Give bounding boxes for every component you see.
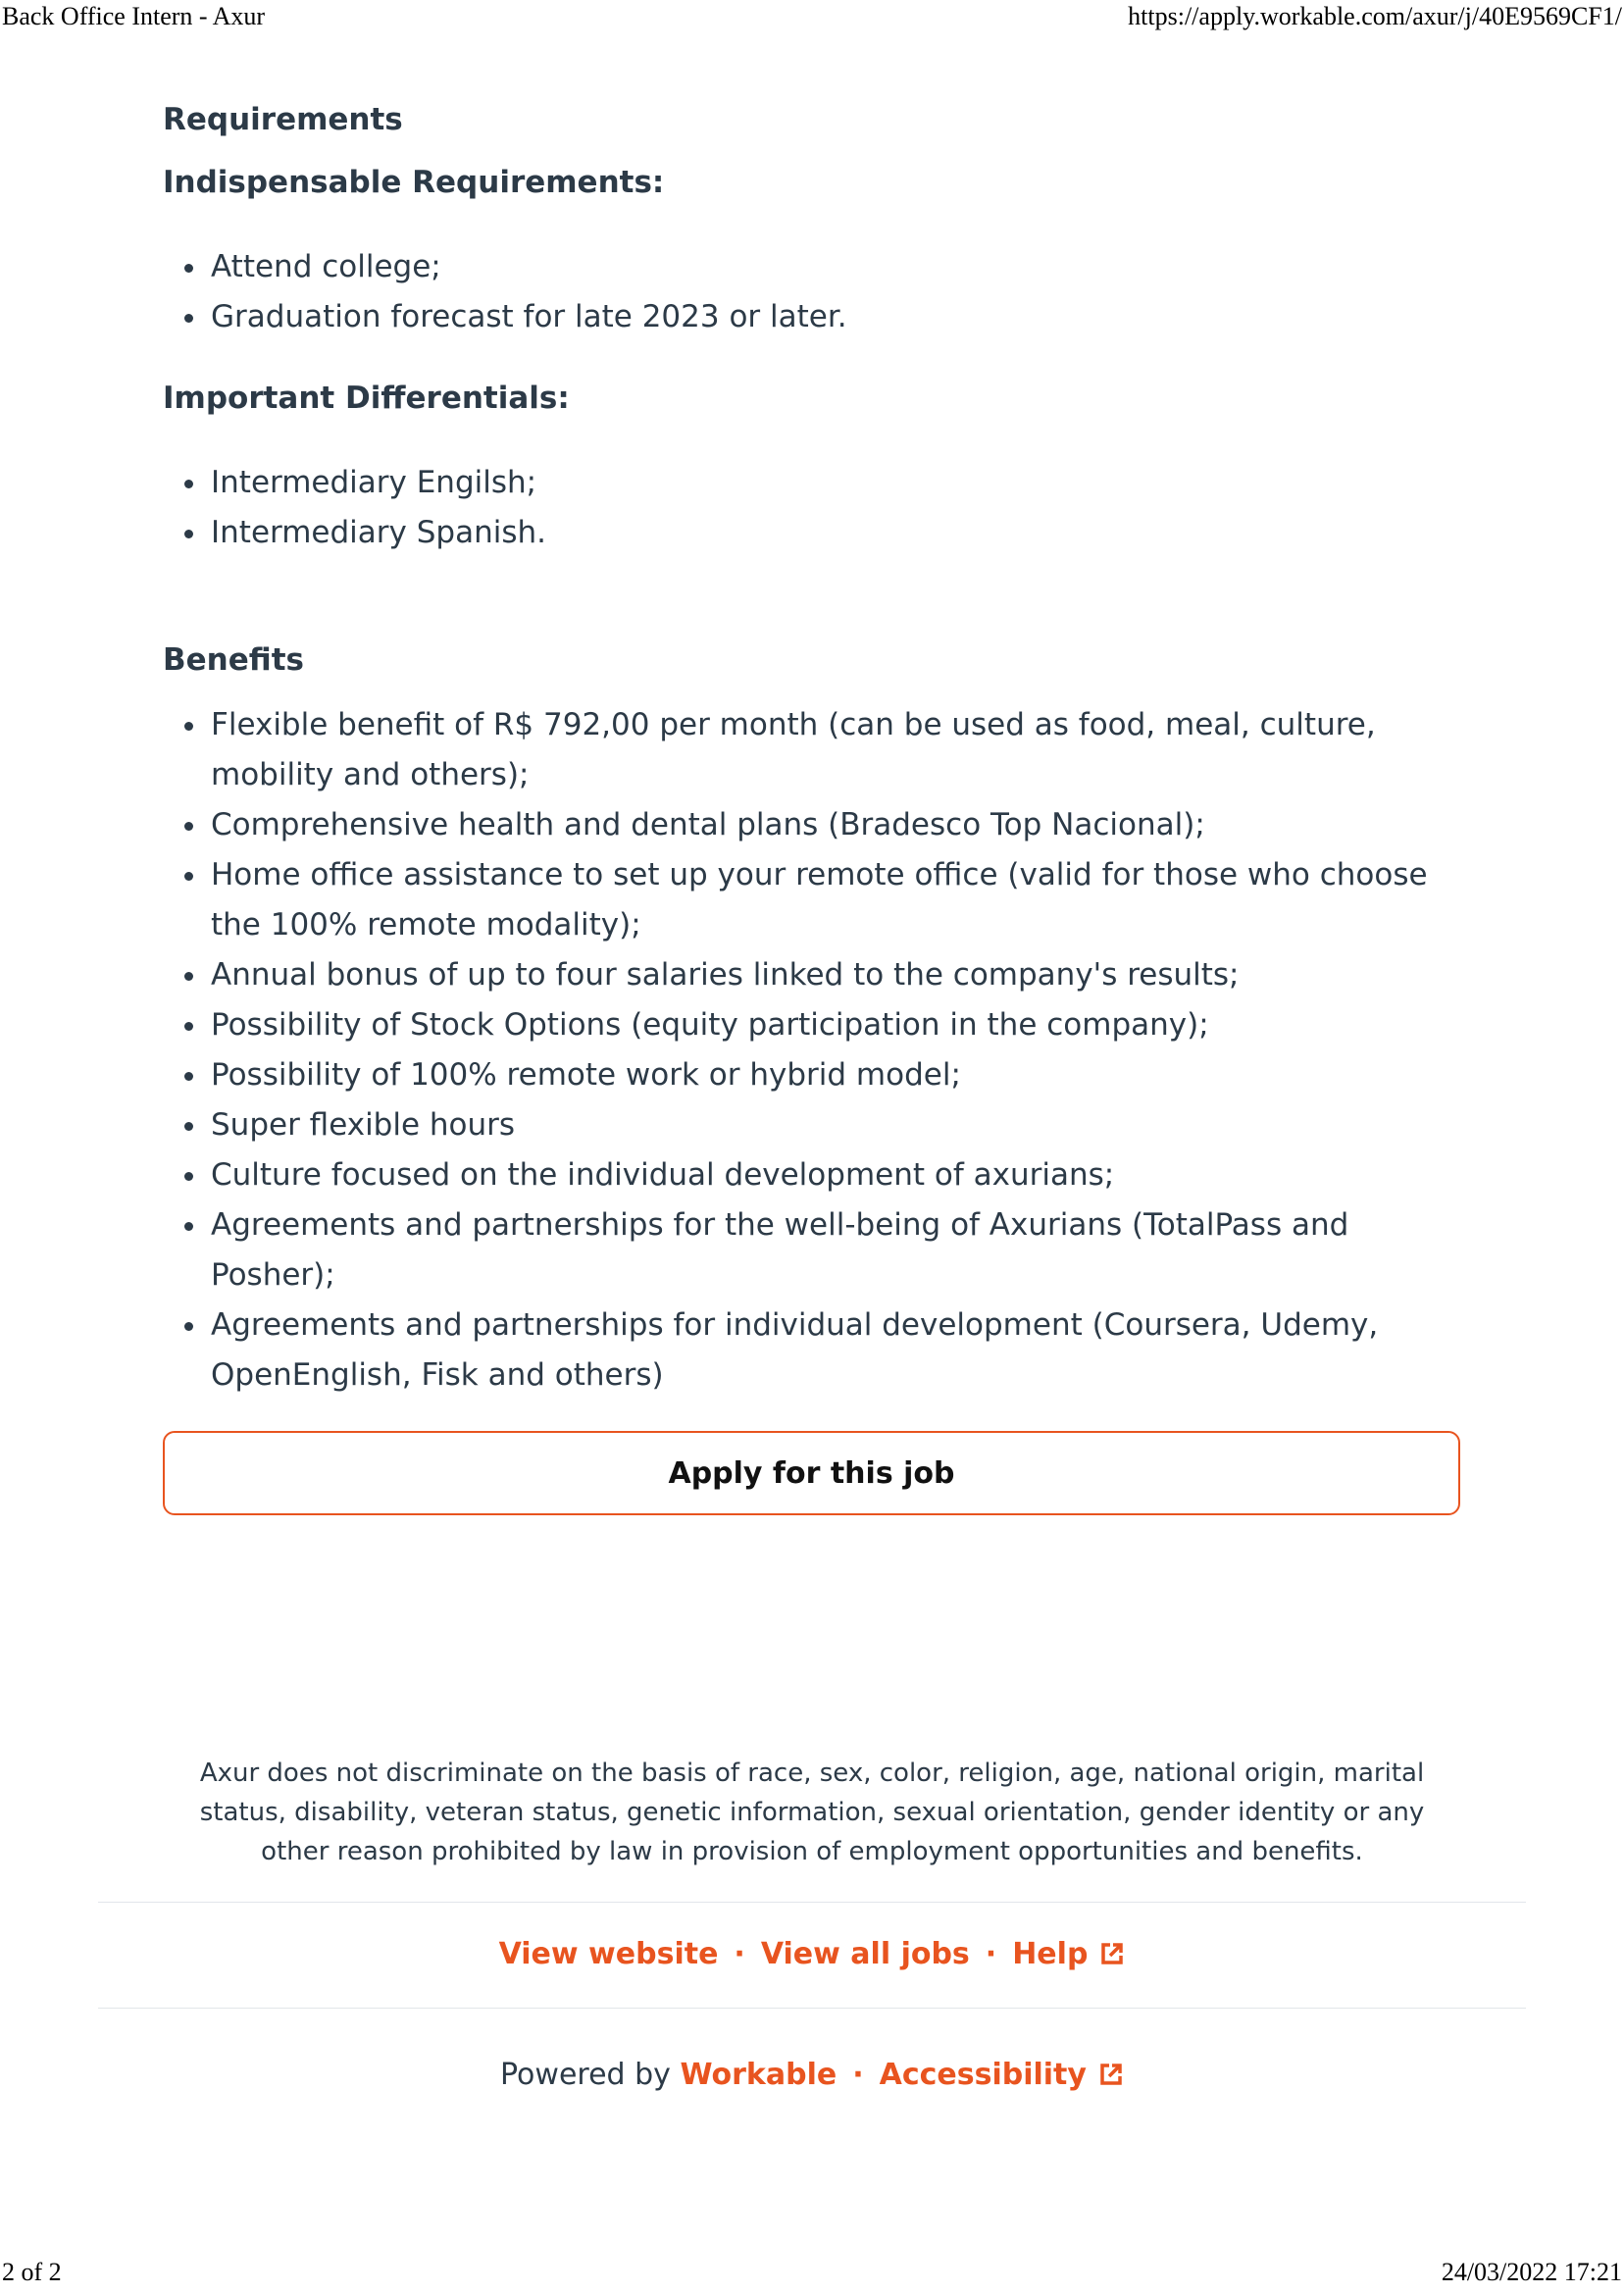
list-item: Home office assistance to set up your remote office (valid for those who choose the 100% remote modality); xyxy=(163,850,1438,950)
list-item: Agreements and partnerships for the well-being of Axurians (TotalPass and Posher); xyxy=(163,1200,1438,1300)
list-item: Graduation forecast for late 2023 or later. xyxy=(163,292,1438,342)
list-item: Possibility of 100% remote work or hybrid model; xyxy=(163,1050,1438,1100)
divider xyxy=(98,2008,1526,2009)
list-item: Annual bonus of up to four salaries linked to the company's results; xyxy=(163,950,1438,1000)
requirements-heading: Requirements xyxy=(163,102,403,137)
view-website-link[interactable]: View website xyxy=(498,1937,719,1971)
list-item: Culture focused on the individual development of axurians; xyxy=(163,1150,1438,1200)
external-link-icon[interactable] xyxy=(1098,2061,1124,2095)
print-page-number: 2 of 2 xyxy=(2,2258,62,2286)
help-link[interactable]: Help xyxy=(1012,1937,1089,1971)
accessibility-link[interactable]: Accessibility xyxy=(879,2058,1087,2092)
separator: · xyxy=(734,1937,745,1971)
print-footer xyxy=(0,2258,1624,2289)
indispensable-requirements-list xyxy=(163,242,1438,342)
divider xyxy=(98,1902,1526,1903)
important-differentials-list xyxy=(163,458,1438,558)
print-page-url: https://apply.workable.com/axur/j/40E9569CF1/ xyxy=(1128,2,1622,30)
important-differentials-heading: Important Differentials: xyxy=(163,381,570,416)
apply-for-job-button[interactable]: Apply for this job xyxy=(163,1431,1460,1515)
powered-by xyxy=(0,2058,1624,2095)
list-item: Super flexible hours xyxy=(163,1100,1438,1150)
list-item: Possibility of Stock Options (equity participation in the company); xyxy=(163,1000,1438,1050)
footer-links xyxy=(0,1937,1624,1974)
list-item: Intermediary Spanish. xyxy=(163,508,1438,558)
separator: · xyxy=(852,2058,864,2092)
external-link-icon[interactable] xyxy=(1099,1940,1125,1974)
workable-link[interactable]: Workable xyxy=(680,2058,837,2092)
list-item: Flexible benefit of R$ 792,00 per month (can be used as food, meal, culture, mobility and others); xyxy=(163,700,1438,800)
list-item: Agreements and partnerships for individual development (Coursera, Udemy, OpenEnglish, Fisk and others) xyxy=(163,1300,1438,1401)
powered-by-label: Powered by xyxy=(500,2058,671,2092)
list-item: Intermediary Engilsh; xyxy=(163,458,1438,508)
indispensable-requirements-heading: Indispensable Requirements: xyxy=(163,165,665,200)
equal-opportunity-disclaimer: Axur does not discriminate on the basis of race, sex, color, religion, age, national origin, marital status, disability, veteran status, genetic information, sexual orientation, gender identity or any other reason prohibited by law in provision of employment opportunities and benefits. xyxy=(199,1759,1425,1866)
print-datetime: 24/03/2022 17:21 xyxy=(1441,2258,1622,2286)
benefits-heading: Benefits xyxy=(163,642,304,678)
view-all-jobs-link[interactable]: View all jobs xyxy=(760,1937,970,1971)
list-item: Attend college; xyxy=(163,242,1438,292)
benefits-list xyxy=(163,700,1438,1401)
separator: · xyxy=(985,1937,997,1971)
print-header xyxy=(0,2,1624,33)
print-page-title: Back Office Intern - Axur xyxy=(2,2,266,30)
list-item: Comprehensive health and dental plans (Bradesco Top Nacional); xyxy=(163,800,1438,850)
